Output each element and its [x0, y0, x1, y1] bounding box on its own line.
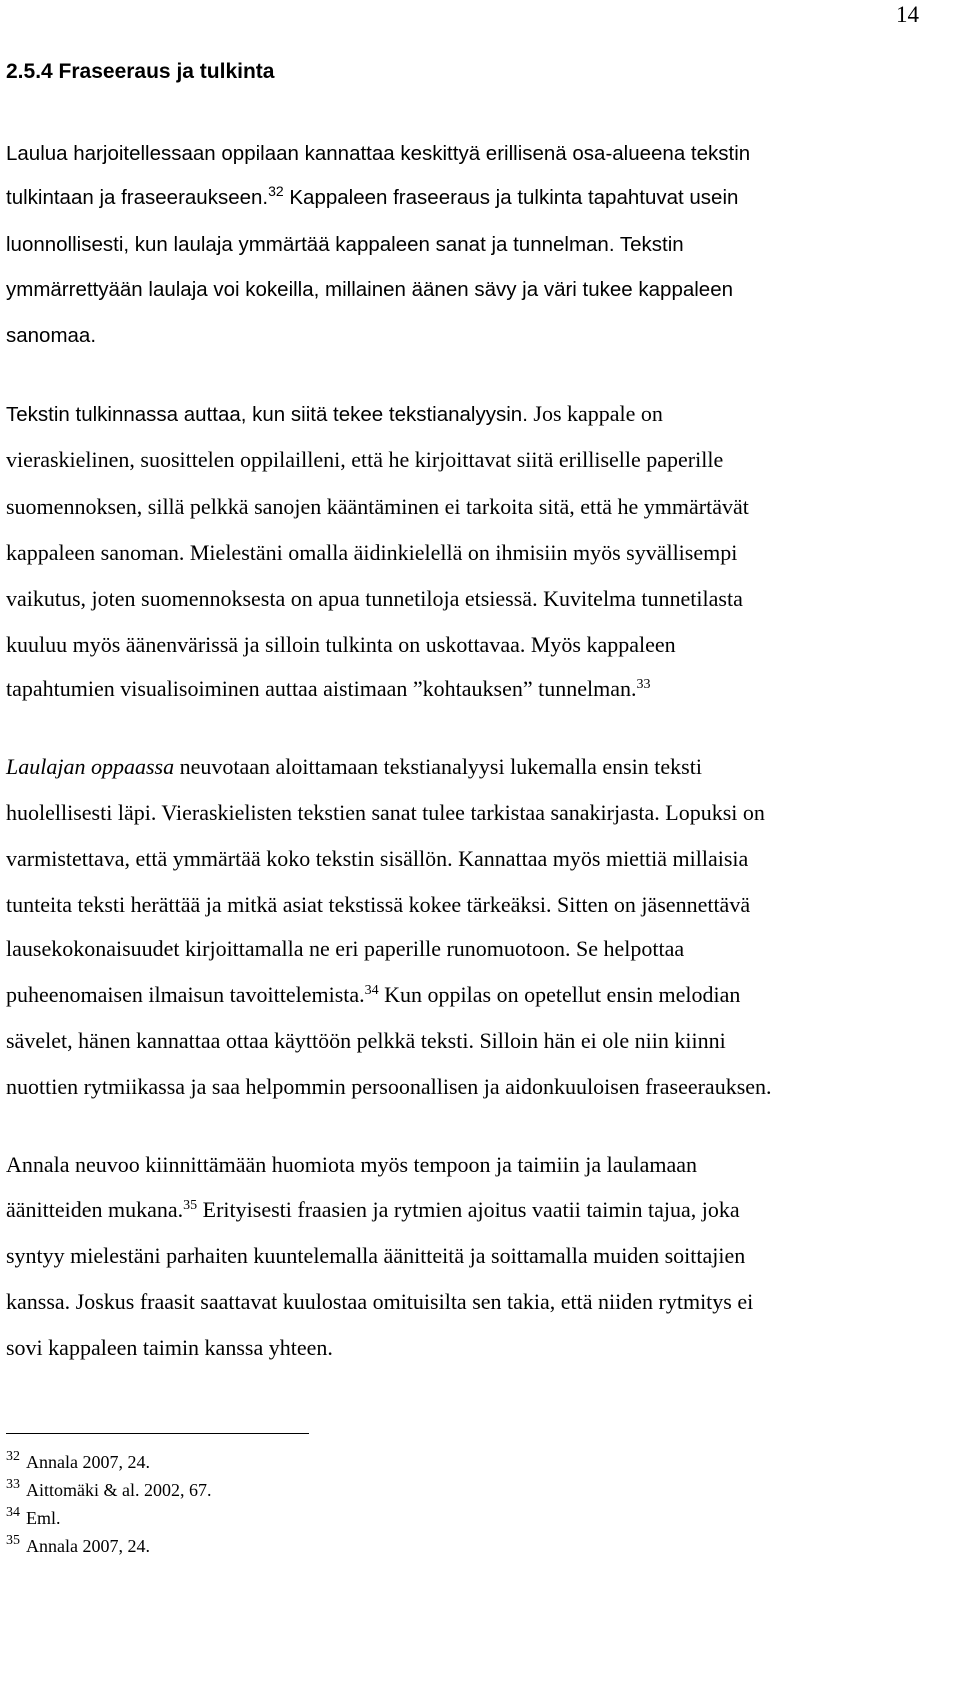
line-text: Kun oppilas on opetellut ensin melodian [378, 982, 741, 1007]
paragraph-line: Laulua harjoitellessaan oppilaan kannattaa keskittyä erillisenä osa-alueena tekstin [6, 142, 751, 165]
paragraph-line: suomennoksen, sillä pelkkä sanojen kääntäminen ei tarkoita sitä, että he ymmärtävät [6, 494, 749, 519]
paragraph-line: tunteita teksti herättää ja mitkä asiat tekstissä kokee tärkeäksi. Sitten on jäsennettävä [6, 892, 751, 917]
footnote-text: Eml. [26, 1508, 61, 1528]
line-text: Kappaleen fraseeraus ja tulkinta tapahtuvat usein [283, 186, 739, 209]
paragraph-line: huolellisesti läpi. Vieraskielisten tekstien sanat tulee tarkistaa sanakirjasta. Lopuksi on [6, 800, 765, 825]
paragraph-line [6, 754, 702, 780]
paragraph-line: lausekokonaisuudet kirjoittamalla ne eri paperille runomuotoon. Se helpottaa [6, 936, 685, 961]
paragraph-line: sävelet, hänen kannattaa ottaa käyttöön pelkkä teksti. Silloin hän ei ole niin kiinni [6, 1028, 726, 1053]
footnote [6, 1505, 61, 1528]
line-text: puheenomaisen ilmaisun tavoittelemista. [6, 982, 365, 1007]
page-number: 14 [896, 2, 919, 27]
paragraph-line: varmistettava, että ymmärtää koko tekstin sisällön. Kannattaa myös miettiä millaisia [6, 846, 749, 871]
footnote-text: Aittomäki & al. 2002, 67. [26, 1480, 212, 1500]
paragraph-line: luonnollisesti, kun laulaja ymmärtää kappaleen sanat ja tunnelman. Tekstin [6, 233, 684, 256]
paragraph-line: vieraskielinen, suosittelen oppilailleni, että he kirjoittavat siitä erilliselle paperille [6, 447, 724, 472]
paragraph-line: vaikutus, joten suomennoksesta on apua tunnetiloja etsiessä. Kuvitelma tunnetilasta [6, 586, 743, 611]
section-heading: 2.5.4 Fraseeraus ja tulkinta [6, 60, 275, 83]
paragraph-line: sovi kappaleen taimin kanssa yhteen. [6, 1335, 333, 1360]
line-text: Jos kappale on [527, 401, 663, 426]
footnote-reference: 35 [183, 1198, 198, 1213]
paragraph-line: ymmärrettyään laulaja voi kokeilla, millainen äänen sävy ja väri tukee kappaleen [6, 278, 733, 301]
line-text: Erityisesti fraasien ja rytmien ajoitus vaatii taimin tajua, joka [197, 1197, 740, 1222]
line-text: tulkintaan ja fraseeraukseen. [6, 186, 269, 209]
paragraph-line [6, 982, 740, 1008]
footnote [6, 1533, 150, 1556]
paragraph-line [6, 401, 663, 428]
footnote-number: 35 [6, 1533, 20, 1548]
paragraph-line [6, 185, 738, 211]
paragraph-line: sanomaa. [6, 324, 97, 347]
footnote-text: Annala 2007, 24. [26, 1452, 150, 1472]
footnote-number: 34 [6, 1505, 20, 1520]
footnote-reference: 33 [636, 677, 651, 692]
line-text: äänitteiden mukana. [6, 1197, 184, 1222]
footnote [6, 1449, 150, 1472]
book-title: Laulajan oppaassa [6, 754, 175, 779]
footnote-text: Annala 2007, 24. [26, 1536, 150, 1556]
paragraph-line: kanssa. Joskus fraasit saattavat kuulostaa omituisilta sen takia, että niiden rytmitys ei [6, 1289, 754, 1314]
line-text: tapahtumien visualisoiminen auttaa aistimaan ”kohtauksen” tunnelman. [6, 676, 637, 701]
footnote [6, 1477, 212, 1500]
line-text: Tekstin tulkinnassa auttaa, kun siitä tekee tekstianalyysin. [6, 403, 528, 426]
paragraph-line [6, 1197, 740, 1223]
paragraph-line: nuottien rytmiikassa ja saa helpommin persoonallisen ja aidonkuuloisen fraseerauksen. [6, 1074, 772, 1099]
paragraph-line: syntyy mielestäni parhaiten kuuntelemalla äänitteitä ja soittamalla muiden soittajien [6, 1243, 746, 1268]
footnote-separator [6, 1433, 309, 1434]
paragraph-line: Annala neuvoo kiinnittämään huomiota myös tempoon ja taimiin ja laulamaan [6, 1152, 698, 1177]
paragraph-line [6, 676, 651, 702]
paragraph-line: kappaleen sanoman. Mielestäni omalla äidinkielellä on ihmisiin myös syvällisempi [6, 540, 738, 565]
footnote-reference: 34 [364, 983, 379, 998]
footnote-number: 32 [6, 1449, 20, 1464]
line-text: neuvotaan aloittamaan tekstianalyysi lukemalla ensin teksti [174, 754, 702, 779]
paragraph-line: kuuluu myös äänenvärissä ja silloin tulkinta on uskottavaa. Myös kappaleen [6, 632, 676, 657]
footnote-number: 33 [6, 1477, 20, 1492]
footnote-reference: 32 [268, 183, 284, 199]
